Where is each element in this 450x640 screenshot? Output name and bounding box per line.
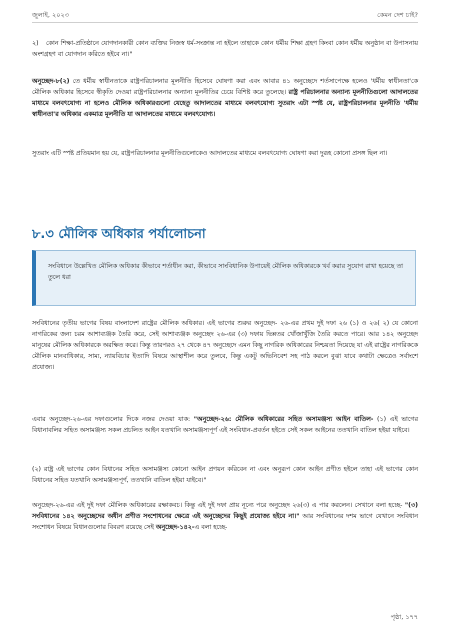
paragraph-text: আর সংবিধানের দশম ভাগে যেখানে সংবিধান সংশোধন বিষয়ে বিধানগুলোর বিবরণ রয়েছে সেই [32, 513, 418, 531]
paragraph-article-26 [32, 414, 418, 436]
paragraph-text: সুতরাং এটি স্পষ্ট প্রতিয়মান হয় যে, রাষ্ট্রপরিচালনার মূলনীতিগুলোকেও আদালতের মাধ্যমে বলবৎযোগ্য ঘোষণা করা দুরূহ কোনো প্রসঙ্গ ছিল না। [32, 150, 388, 157]
header-divider [32, 22, 418, 23]
quoted-clause: "(৩) সংবিধানের ১৪২ অনুচ্ছেদের অধীন প্রণীত সংশোধনের ক্ষেত্রে এই অনুচ্ছেদের কিছুই প্রযোজ্য হইবে না।" [32, 502, 418, 520]
page-header [32, 10, 418, 22]
list-item-text: কোন শিক্ষা-প্রতিষ্ঠানে যোগদানকারী কোন ব্যক্তির নিজস্ব ধর্ম-সংক্রান্ত না হইলে তাহাকে কোন ধর্মীয় শিক্ষা গ্রহণ কিংবা কোন ধর্মীয় অনুষ্ঠান বা উপাসনায় অংশগ্রহণ বা যোগদান করিতে হইবে না।" [32, 40, 418, 58]
paragraph-article-8-2 [32, 76, 418, 120]
emphasis-text: রাষ্ট্র পরিচালনার অন্যান্য মূলনীতিগুলো আদালতের মাধ্যমে বলবৎযোগ্য না হলেও মৌলিক অধিকারগুলো যেহেতু আদালতের মাধ্যমে বলবৎযোগ্য সুতরাং এটা স্পষ্ট যে, রাষ্ট্রপরিচালনার মূলনীতি 'ধর্মীয় স্বাধীনতা'র অধিকার একমাত্র মূলনীতি যা আদালতের মাধ্যমে বলবৎযোগ্য। [32, 89, 418, 118]
paragraph-text: (২) রাষ্ট্র এই ভাগের কোন বিধানের সহিত অসামঞ্জস্য কোনো আইন প্রণয়ন করিবেন না এবং অনুরূপ কোন আইন প্রণীত হইলে তাহা এই ভাগের কোন বিধানের সহিত যতখানি অসামঞ্জস্যপূর্ণ, ততখানি বাতিল হইয়া যাইবে।" [32, 466, 418, 484]
paragraph-text: এবার অনুচ্ছেদ-২৬-এর দফাগুলোর দিকে নজর দেওয়া যাক: [32, 416, 194, 423]
paragraph-text: অনুচ্ছেদ-২৬-এর এই দুই দফা মৌলিক অধিকারের রক্ষাকবচ। কিন্তু এই দুই দফা প্রায় নূন্যে পরে অনুচ্ছেদ ২৬(৩) এ পার করলেন। সেখানে বলা হচ্ছে- [32, 502, 405, 509]
paragraph-text: সংবিধানের তৃতীয় ভাগের বিষয় বাংলাদেশ রাষ্ট্রের মৌলিক অধিকার। এই ভাগের শুরুর অনুচ্ছেদ- ২৬-এর প্রথম দুই দফা ২৬ (১) ও ২৬( ২) যে কোনো নাগরিকের জন্য চরম আশাব্যঞ্জক তৈরি করে, সেই আশাব্যঞ্জক অনুচ্ছেদ ২৬-এর (৩) দফায় ভিন্নতর খোঁজাখুঁজি তৈরি করতে পারে। আর ১৪২ অনুচ্ছেদ মানুষের মৌলিক অধিকারকে অরক্ষিত করে। কিন্তু তারপরও ২৭ থেকে ৪৭ অনুচ্ছেদে এমন কিছু নাগরিক অধিকারের নিশ্চয়তা দিয়েছে যা এই রাষ্ট্রের নাগরিককে মৌলিক মানবাধিকার, সাম্য, ন্যায়বিচার ইত্যাদি বিষয়ে আস্থাশীল করে তুলবে, কিন্তু একটু অভিনিবেশ সহ পাঠ করলে বুঝা যাবে কথাটা ক্ষেত্রেও সর্বাংশে প্রযোজ্য। [32, 320, 418, 371]
paragraph-part-three [32, 318, 418, 373]
header-date: জুলাই, ২০২৩ [32, 11, 69, 19]
summary-callout [32, 250, 416, 306]
paragraph-text: এ বলা হচ্ছে- [194, 524, 228, 531]
article-reference: অনুচ্ছেদ-৮(২) [32, 78, 70, 85]
quoted-heading: "অনুচ্ছেদ-২৬: মৌলিক অধিকারের সহিত অসামঞ্জস্য আইন বাতিল- [193, 416, 374, 423]
header-title: কেমন দেশ চাই? [377, 11, 418, 19]
paragraph-text: তে ধর্মীয় স্বাধীনতাকে রাষ্ট্রপরিচালনার মূলনীতি হিসেবে ঘোষণা করা এবং আবার ৪১ অনুচ্ছেদে শর্তসাপেক্ষে হলেও 'ধর্মীয় স্বাধীনতা'কে মৌলিক অধিকার হিসেবে স্বীকৃতি দেওয়া রাষ্ট্রপরিচালনার অন্যান্য মূলনীতির চেয়ে বিশিষ্ট করে তুলেছে। [32, 78, 418, 96]
callout-text: সংবিধানে উল্লেখিত মৌলিক অধিকার কীভাবে শর্তাধীন করা, কীভাবে সাংবিধানিক উপায়েই মৌলিক অধিকারকে খর্ব করার সুযোগ রাখা হয়েছে তা তুলে ধরা [48, 263, 404, 281]
article-reference: অনুচ্ছেদ-১৪২- [155, 524, 195, 531]
list-item-2 [32, 38, 418, 60]
paragraph-text: (১) এই ভাগের বিধানাবলির সহিত অসামঞ্জস্য সকল প্রচলিত আইন যতখানি অসামঞ্জস্যপূর্ণ এই সংবিধান-প্রবর্তন হইতে সেই সকল আইনের ততখানি বাতিল হইয়া যাইবে। [32, 416, 418, 434]
paragraph-article-26-2 [32, 464, 418, 486]
page-number: পৃষ্ঠা, ১৭৭ [390, 613, 418, 621]
paragraph-article-26-3 [32, 500, 418, 533]
section-title: ৮.৩ মৌলিক অধিকার পর্যালোচনা [32, 227, 206, 242]
paragraph-conclusion [32, 148, 418, 159]
list-item-number: ২) [32, 40, 39, 47]
